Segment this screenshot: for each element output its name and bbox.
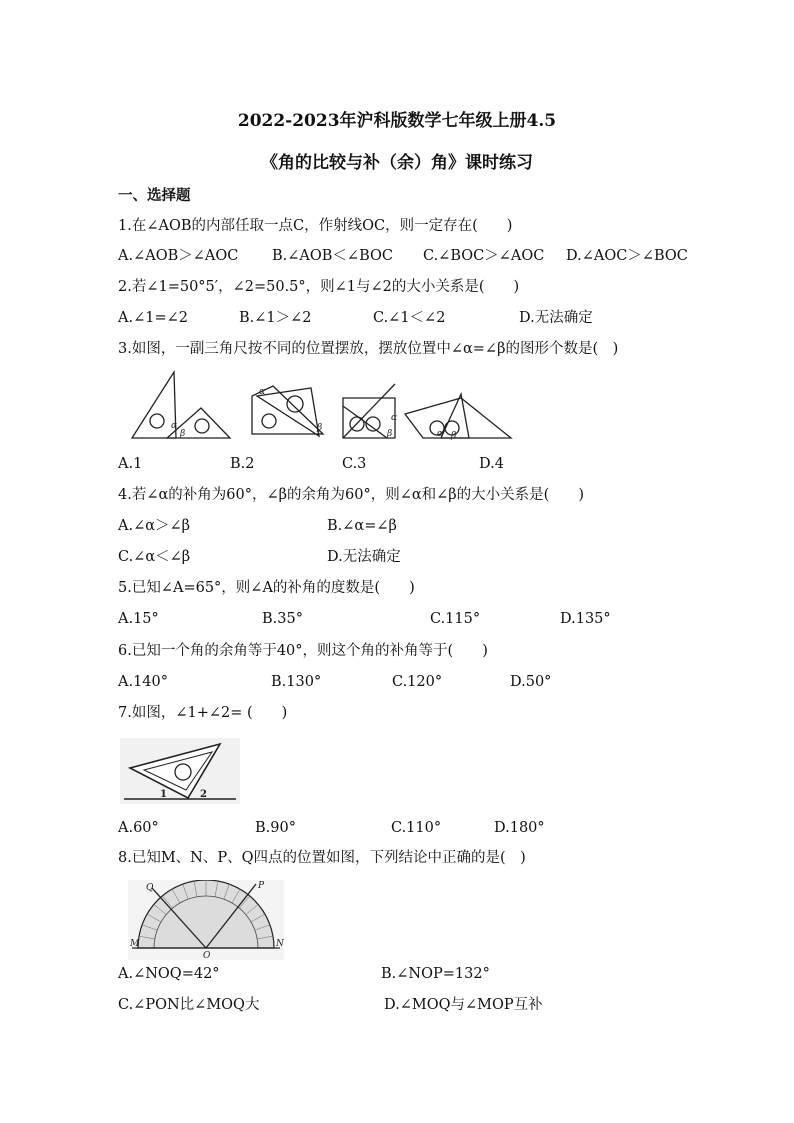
q5-option-b[interactable]: B.35° — [262, 611, 303, 627]
q7-angle-2-label: 2 — [200, 789, 207, 800]
q3-fig4-beta: β — [451, 431, 457, 441]
q2-option-d[interactable]: D.无法确定 — [519, 310, 593, 326]
page-subtitle: 《角的比较与补（余）角》课时练习 — [261, 153, 533, 173]
question-6-stem: 6.已知一个角的余角等于40°，则这个角的补角等于( ) — [118, 643, 488, 659]
section-heading: 一、选择题 — [118, 187, 191, 204]
q3-fig3-alpha: α — [391, 413, 398, 423]
question-3-stem: 3.如图，一副三角尺按不同的位置摆放，摆放位置中∠α=∠β的图形个数是( ) — [118, 341, 619, 357]
question-7-stem: 7.如图，∠1+∠2= ( ) — [118, 705, 288, 721]
page-title: 2022-2023年沪科版数学七年级上册4.5 — [237, 111, 557, 131]
q3-option-a[interactable]: A.1 — [118, 456, 143, 472]
q8-label-o: O — [203, 951, 211, 960]
q6-option-d[interactable]: D.50° — [510, 674, 552, 690]
question-1-stem: 1.在∠AOB的内部任取一点C，作射线OC，则一定存在( ) — [118, 218, 513, 234]
q4-option-d[interactable]: D.无法确定 — [327, 549, 401, 565]
q8-label-p: P — [258, 881, 265, 891]
q7-option-d[interactable]: D.180° — [494, 820, 545, 836]
q3-fig1-beta: β — [180, 429, 186, 439]
q2-option-c[interactable]: C.∠1＜∠2 — [373, 310, 446, 326]
q6-option-b[interactable]: B.130° — [271, 674, 322, 690]
q8-option-b[interactable]: B.∠NOP=132° — [381, 966, 490, 982]
q1-option-b[interactable]: B.∠AOB＜∠BOC — [272, 248, 393, 264]
q8-option-a[interactable]: A.∠NOQ=42° — [118, 966, 220, 982]
q3-option-d[interactable]: D.4 — [479, 456, 504, 472]
q1-option-d[interactable]: D.∠AOC＞∠BOC — [566, 248, 688, 264]
q2-option-a[interactable]: A.∠1=∠2 — [118, 310, 188, 326]
q7-option-a[interactable]: A.60° — [118, 820, 159, 836]
q3-fig2-beta: β — [317, 423, 323, 433]
q4-option-b[interactable]: B.∠α=∠β — [327, 518, 397, 534]
q1-option-c[interactable]: C.∠BOC＞∠AOC — [423, 248, 545, 264]
q8-label-m: M — [130, 939, 140, 949]
q7-figure — [120, 738, 240, 804]
q3-figure — [125, 366, 515, 444]
q3-fig3-beta: β — [387, 429, 393, 439]
question-5-stem: 5.已知∠A=65°，则∠A的补角的度数是( ) — [118, 580, 415, 596]
q1-option-a[interactable]: A.∠AOB＞∠AOC — [118, 248, 239, 264]
question-2-stem: 2.若∠1=50°5′，∠2=50.5°，则∠1与∠2的大小关系是( ) — [118, 279, 520, 295]
q3-option-c[interactable]: C.3 — [342, 456, 367, 472]
q6-option-a[interactable]: A.140° — [118, 674, 169, 690]
q5-option-a[interactable]: A.15° — [118, 611, 159, 627]
q8-label-n: N — [276, 939, 284, 949]
q8-option-c[interactable]: C.∠PON比∠MOQ大 — [118, 997, 260, 1013]
q7-angle-1-label: 1 — [160, 789, 167, 800]
q3-fig4-alpha: α — [437, 429, 444, 439]
q3-option-b[interactable]: B.2 — [230, 456, 255, 472]
q5-option-c[interactable]: C.115° — [430, 611, 481, 627]
q4-option-a[interactable]: A.∠α＞∠β — [118, 518, 191, 534]
q7-option-b[interactable]: B.90° — [255, 820, 296, 836]
q6-option-c[interactable]: C.120° — [392, 674, 443, 690]
q8-label-q: Q — [146, 883, 154, 893]
q5-option-d[interactable]: D.135° — [560, 611, 611, 627]
question-4-stem: 4.若∠α的补角为60°，∠β的余角为60°，则∠α和∠β的大小关系是( ) — [118, 487, 584, 503]
q7-option-c[interactable]: C.110° — [391, 820, 442, 836]
question-8-stem: 8.已知M、N、P、Q四点的位置如图，下列结论中正确的是( ) — [118, 850, 526, 866]
q4-option-c[interactable]: C.∠α＜∠β — [118, 549, 191, 565]
q8-protractor-figure — [128, 880, 284, 960]
q3-fig1-alpha: α — [171, 421, 178, 431]
q3-fig2-alpha: α — [259, 387, 266, 397]
q2-option-b[interactable]: B.∠1＞∠2 — [239, 310, 312, 326]
q8-option-d[interactable]: D.∠MOQ与∠MOP互补 — [384, 997, 543, 1013]
